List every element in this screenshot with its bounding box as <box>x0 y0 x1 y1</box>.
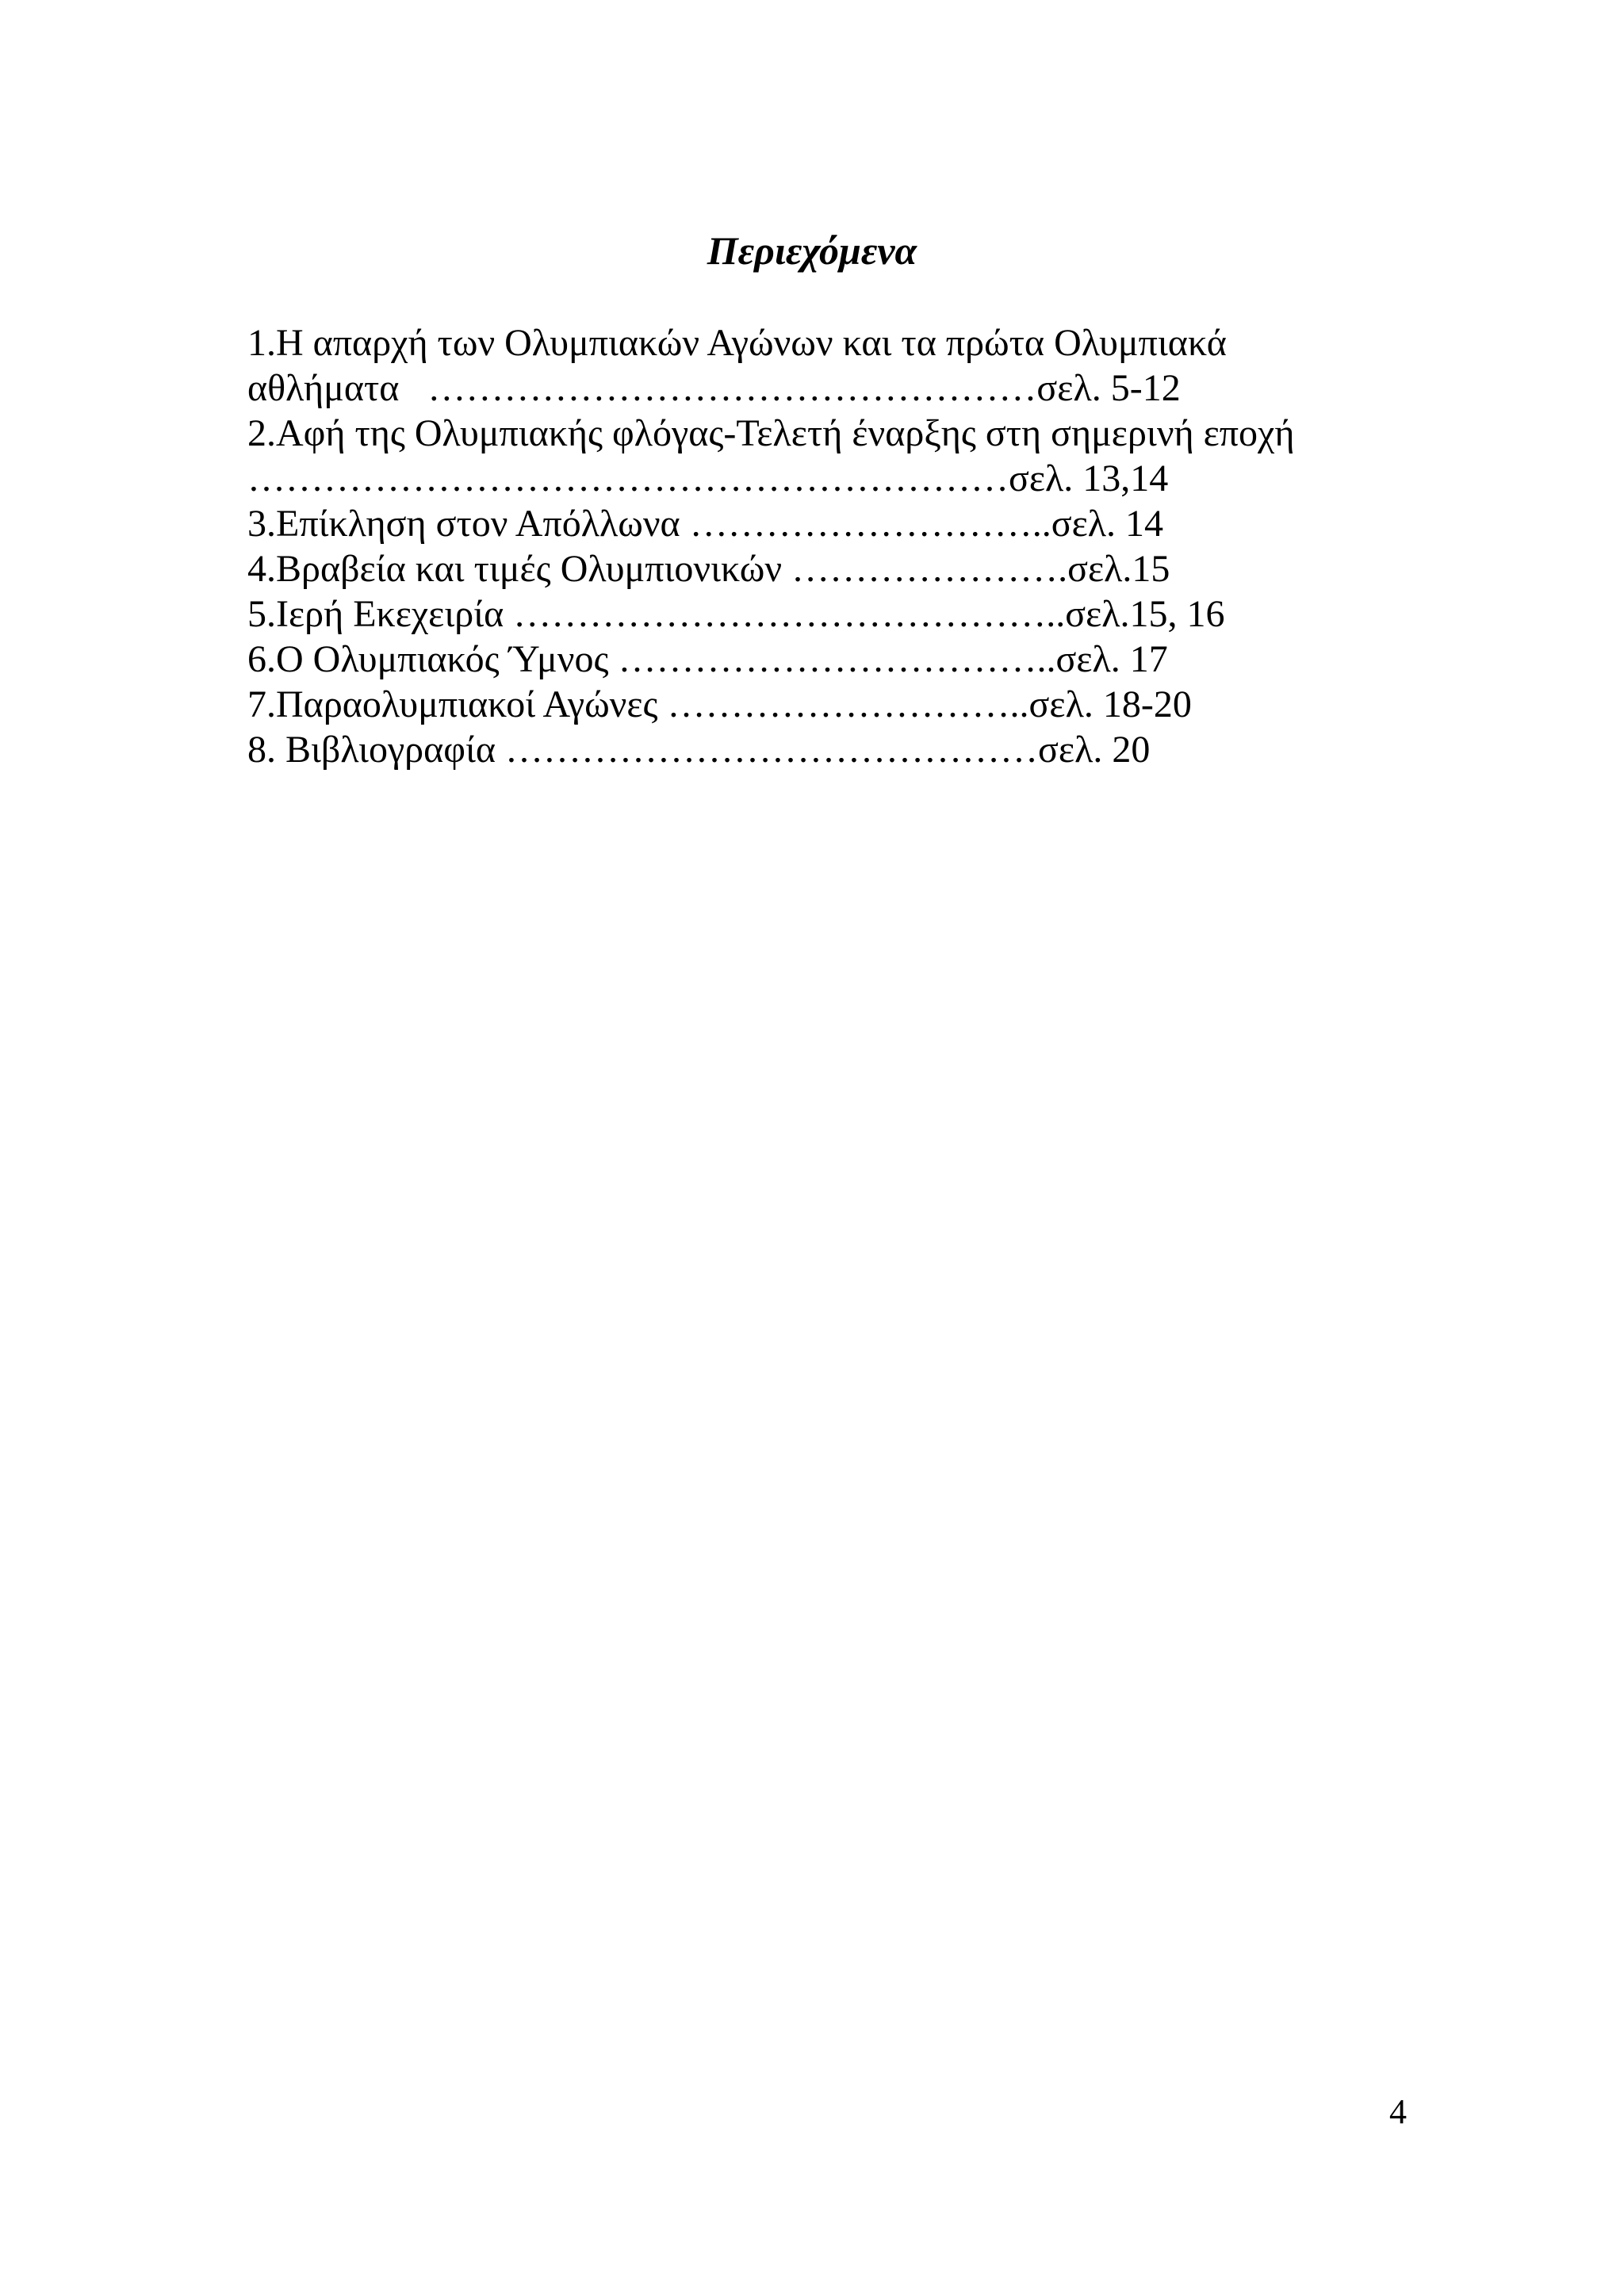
toc-line: 8. Βιβλιογραφία ……………………………………σελ. 20 <box>247 729 1151 771</box>
toc-line: 5.Ιερή Εκεχειρία ……………………………………..σελ.15, 16 <box>247 593 1225 635</box>
toc-line: 2.Αφή της Ολυμπιακής φλόγας-Τελετή έναρξης στη σημερινή εποχή <box>247 412 1295 454</box>
toc-line: 4.Βραβεία και τιμές Ολυμπιονικών ………………….σελ.15 <box>247 548 1170 590</box>
toc-line: 1.Η απαρχή των Ολυμπιακών Αγώνων και τα πρώτα Ολυμπιακά <box>247 322 1227 364</box>
toc-line: 6.Ο Ολυμπιακός Ύμνος ……………………………..σελ. 17 <box>247 638 1168 680</box>
toc-line: 3.Επίκληση στον Απόλλωνα ………………………..σελ. 14 <box>247 503 1163 545</box>
toc-line: αθλήματα …………………………………………σελ. 5-12 <box>247 367 1181 409</box>
toc-line: 7.Παραολυμπιακοί Αγώνες ………………………..σελ. 18-20 <box>247 683 1192 725</box>
page-title: Περιεχόμενα <box>707 228 917 273</box>
toc-line: ……………………………………………………σελ. 13,14 <box>247 457 1169 499</box>
table-of-contents <box>247 320 1421 772</box>
page-number: 4 <box>1389 2092 1407 2131</box>
